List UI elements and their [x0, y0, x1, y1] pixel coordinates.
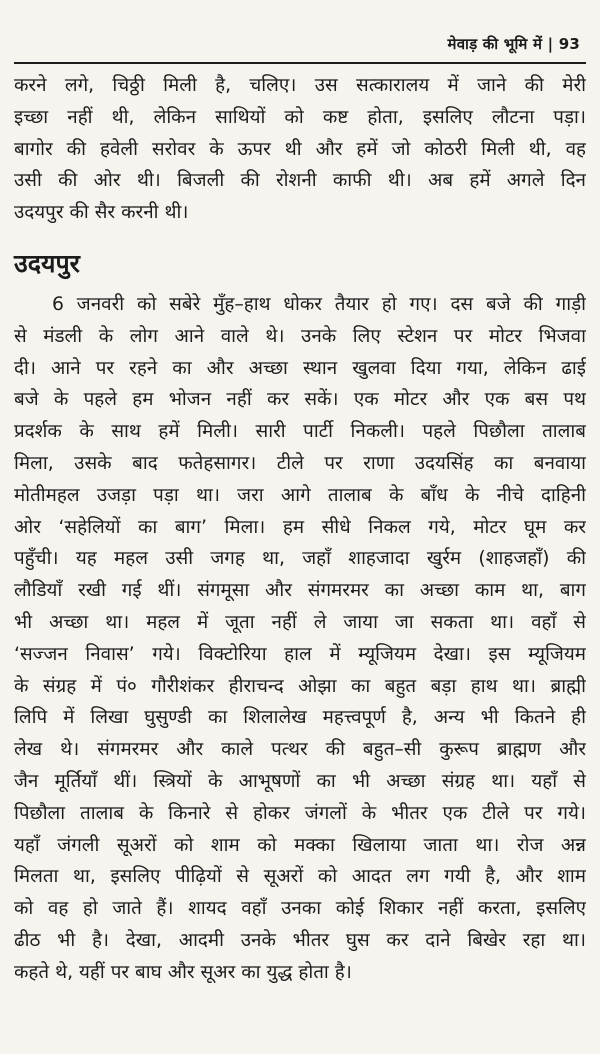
text-line: मोतीमहल उजड़ा पड़ा था। जरा आगे तालाब के बाँध के नीचे दाहिनी — [14, 484, 586, 506]
text-line: ढीठ भी है। देखा, आदमी उनके भीतर घुस कर दाने बिखेर रहा था। — [14, 929, 586, 951]
text-line: प्रदर्शक के साथ हमें मिली। सारी पार्टी निकली। पहले पिछौला तालाब — [14, 421, 586, 443]
text-line: इच्छा नहीं थी, लेकिन साथियों को कष्ट होता, इसलिए लौटना पड़ा। — [14, 106, 586, 128]
text-line: कहते थे, यहीं पर बाघ और सूअर का युद्ध होता है। — [14, 961, 352, 983]
text-line: लिपि में लिखा घुसुण्डी का शिलालेख महत्त्वपूर्ण है, अन्य भी कितने ही — [14, 707, 586, 729]
text-line: लौडियाँ रखी गई थीं। संगमूसा और संगमरमर का अच्छा काम था, बाग — [14, 580, 586, 602]
intro-paragraph — [14, 70, 586, 229]
text-line: यहाँ जंगली सूअरों को शाम को मक्का खिलाया जाता था। रोज अन्न — [14, 834, 586, 856]
page-body — [14, 70, 586, 989]
section-heading: उदयपुर — [14, 248, 80, 278]
text-line: बजे के पहले हम भोजन नहीं कर सकें। एक मोटर और एक बस पथ — [14, 389, 586, 411]
text-line: बागोर की हवेली सरोवर के ऊपर थी और हमें जो कोठरी मिली थी, वह — [14, 138, 586, 160]
text-line: उसी की ओर थी। बिजली की रोशनी काफी थी। अब हमें अगले दिन — [14, 170, 586, 192]
text-line: दी। आने पर रहने का और अच्छा स्थान खुलवा दिया गया, लेकिन ढाई — [14, 357, 586, 379]
text-line: 6 जनवरी को सबेरे मुँह–हाथ धोकर तैयार हो गए। दस बजे की गाड़ी — [52, 293, 586, 315]
text-line: मिला, उसके बाद फतेहसागर। टीले पर राणा उदयसिंह का बनवाया — [14, 452, 586, 474]
text-line: के संग्रह में पं० गौरीशंकर हीराचन्द ओझा का बहुत बड़ा हाथ था। ब्राह्मी — [14, 675, 586, 697]
text-line: पिछौला तालाब के किनारे से होकर जंगलों के भीतर एक टीले पर गये। — [14, 802, 586, 824]
text-line: उदयपुर की सैर करनी थी। — [14, 202, 189, 224]
text-line: लेख थे। संगमरमर और काले पत्थर की बहुत–सी कुरूप ब्राह्मण और — [14, 739, 586, 761]
text-line: करने लगे, चिठ्ठी मिली है, चलिए। उस सत्कारालय में जाने की मेरी — [14, 75, 586, 96]
text-line: ‘सज्जन निवास’ गये। विक्टोरिया हाल में म्यूजियम देखा। इस म्यूजियम — [14, 643, 586, 665]
header-rule — [14, 62, 586, 64]
text-line: से मंडली के लोग आने वाले थे। उनके लिए स्टेशन पर मोटर भिजवा — [14, 325, 586, 347]
text-line: जैन मूर्तियाँ थीं। स्त्रियों के आभूषणों का भी अच्छा संग्रह था। यहाँ से — [14, 770, 586, 792]
running-head: मेवाड़ की भूमि में | 93 — [447, 35, 580, 53]
text-line: को वह हो जाते हैं। शायद वहाँ उनका कोई शिकार नहीं करता, इसलिए — [14, 898, 586, 920]
text-line: मिलता था, इसलिए पीढ़ियों से सूअरों को आदत लग गयी है, और शाम — [14, 866, 586, 888]
section-paragraph — [14, 289, 586, 989]
text-line: भी अच्छा था। महल में जूता नहीं ले जाया जा सकता था। वहाँ से — [14, 611, 586, 633]
text-line: पहुँची। यह महल उसी जगह था, जहाँ शाहजादा खुर्रम (शाहजहाँ) की — [14, 548, 586, 570]
text-line: ओर ‘सहेलियों का बाग’ मिला। हम सीधे निकल गये, मोटर घूम कर — [14, 516, 586, 538]
